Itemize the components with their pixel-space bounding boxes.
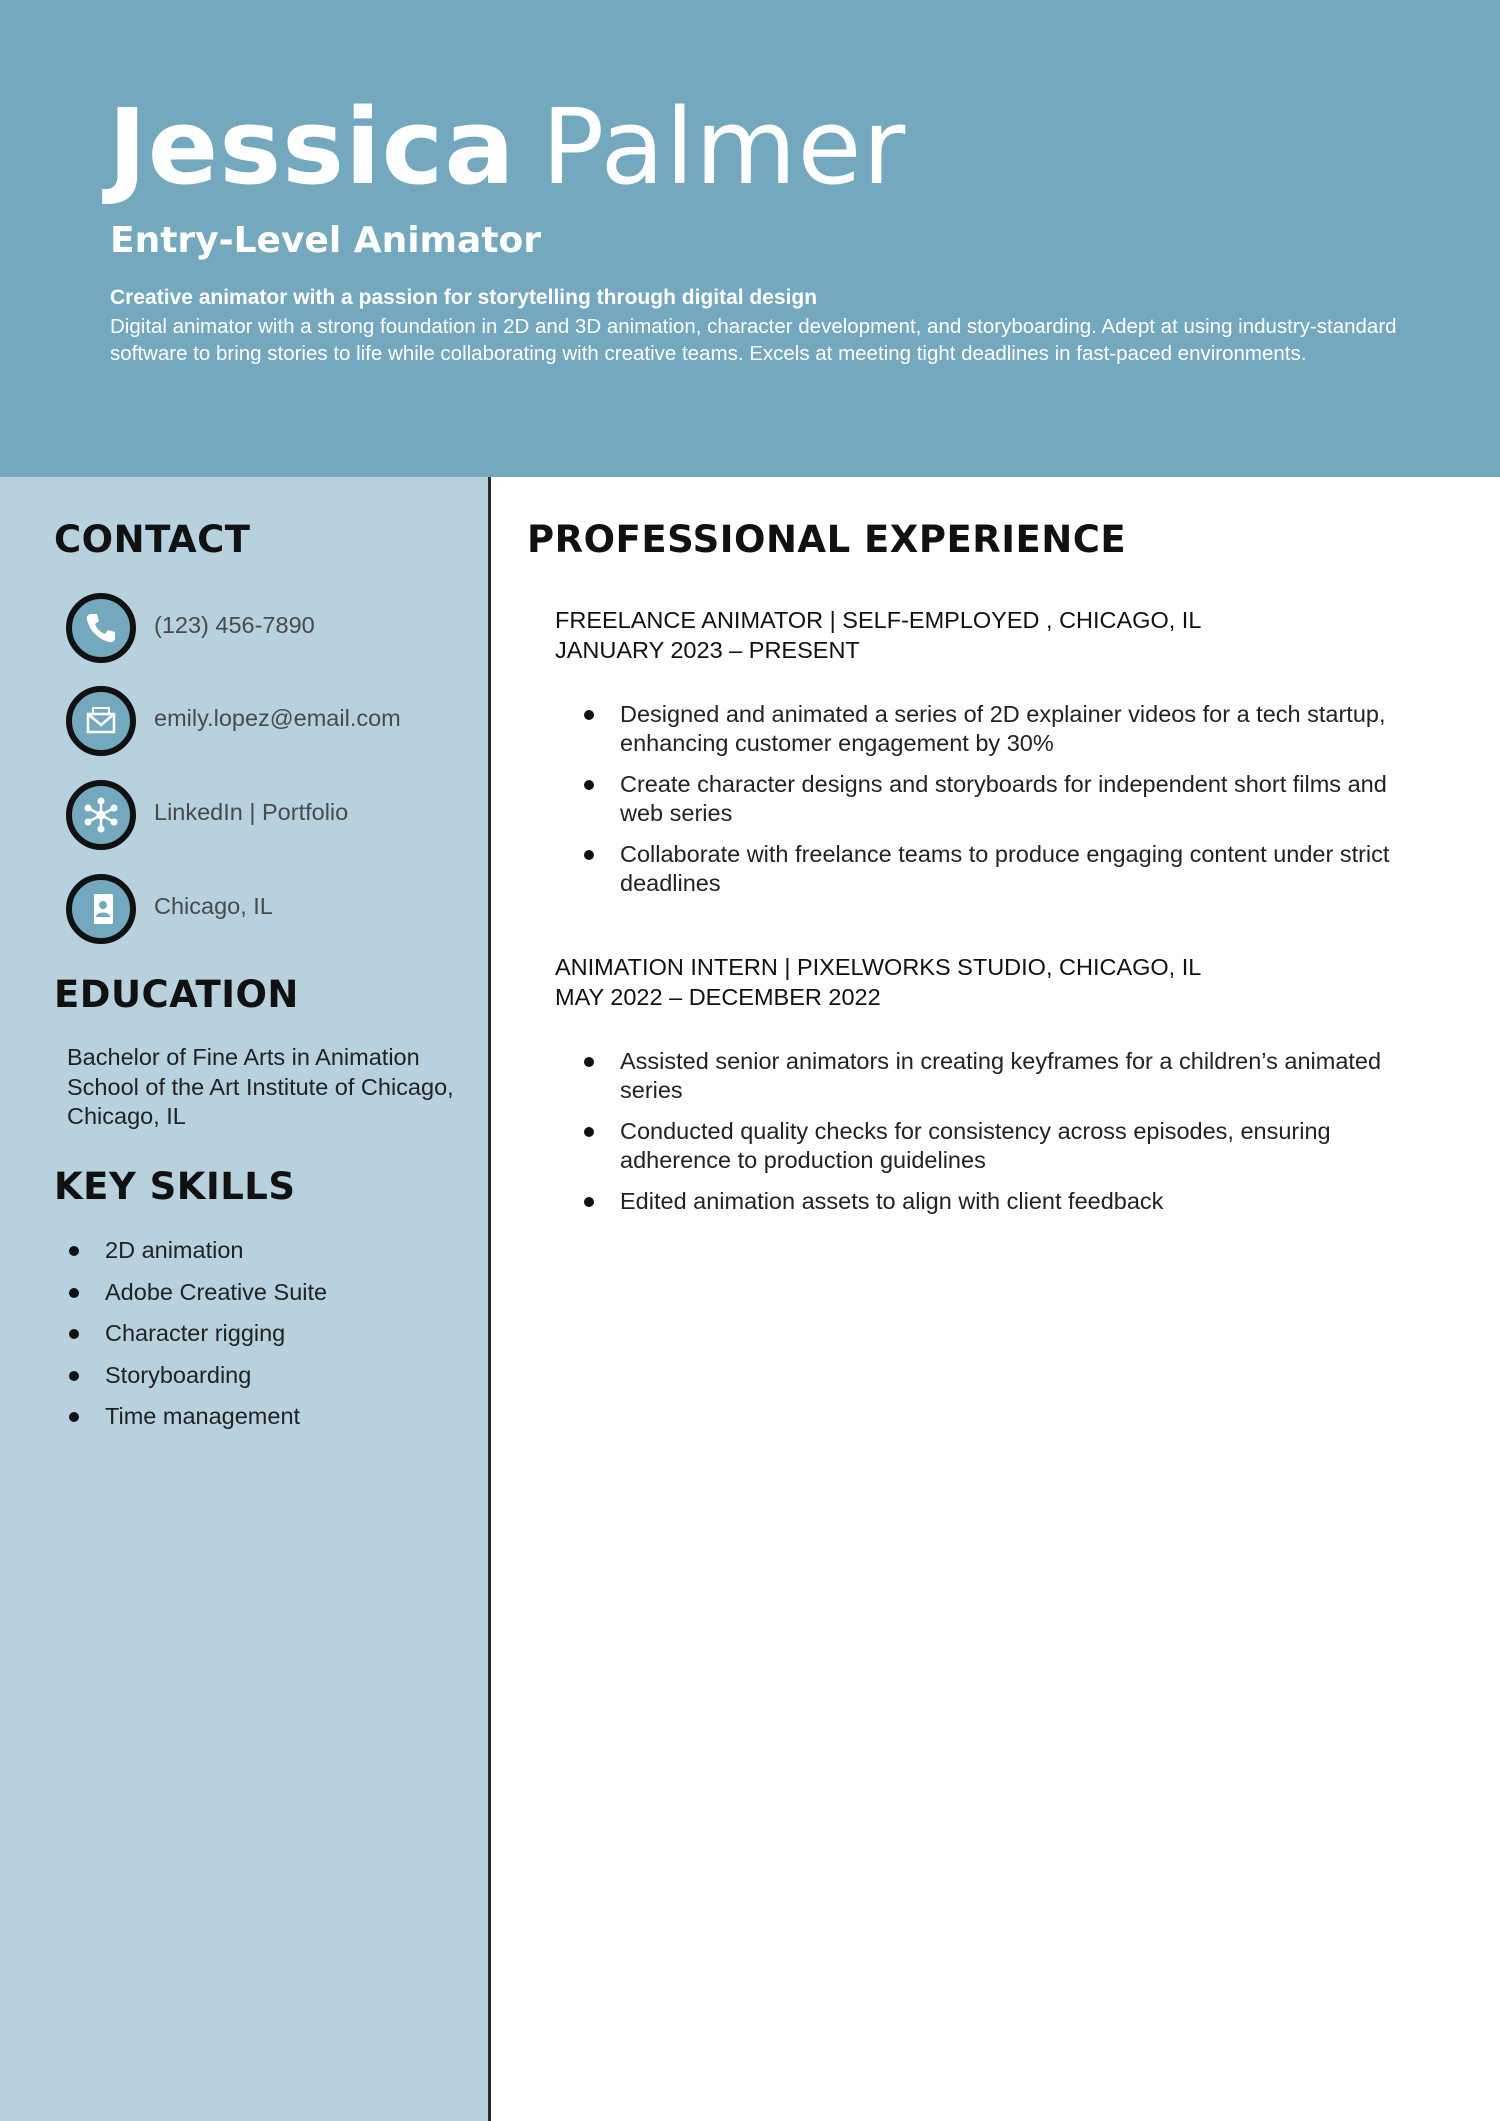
first-name: Jessica: [108, 86, 516, 208]
location-icon: [66, 874, 136, 944]
phone-icon: [66, 593, 136, 663]
column-divider: [488, 477, 491, 2121]
job-role-line: ANIMATION INTERN | PIXELWORKS STUDIO, CHICAGO, IL: [555, 954, 1202, 980]
education-details: Bachelor of Fine Arts in Animation School of the Art Institute of Chicago, Chicago, IL: [67, 1044, 454, 1129]
experience-heading: PROFESSIONAL EXPERIENCE: [527, 518, 1127, 561]
skill-item: Adobe Creative Suite: [52, 1278, 327, 1320]
job-entry: [555, 953, 1455, 1214]
job-title: Entry-Level Animator: [110, 220, 542, 261]
network-icon: [66, 780, 136, 850]
tagline: Creative animator with a passion for storytelling through digital design: [110, 286, 818, 309]
summary: Digital animator with a strong foundation in 2D and 3D animation, character development, and storyboarding. Adept at using industry-standard software to bring stories to life while collaborating with creative teams. Excels at meeting tight deadlines in fast-paced environments.: [110, 315, 1397, 365]
skills-list: [52, 1236, 327, 1444]
job-bullet: Create character designs and storyboards for independent short films and web series: [555, 770, 1435, 828]
header-banner: [0, 0, 1500, 477]
location-text: Chicago, IL: [154, 893, 273, 919]
education-heading: EDUCATION: [54, 973, 299, 1016]
job-dates: JANUARY 2023 – PRESENT: [555, 636, 860, 663]
job-bullet: Conducted quality checks for consistency across episodes, ensuring adherence to production guidelines: [555, 1117, 1435, 1175]
job-bullet: Assisted senior animators in creating keyframes for a children’s animated series: [555, 1047, 1435, 1105]
job-bullet: Designed and animated a series of 2D explainer videos for a tech startup, enhancing customer engagement by 30%: [555, 700, 1435, 758]
contact-heading: CONTACT: [54, 518, 251, 561]
job-entry: [555, 606, 1455, 896]
job-bullet: Collaborate with freelance teams to produce engaging content under strict deadlines: [555, 840, 1435, 898]
job-role-line: FREELANCE ANIMATOR | SELF-EMPLOYED , CHICAGO, IL: [555, 607, 1202, 633]
candidate-name: [108, 82, 906, 212]
job-bullets: [555, 700, 1435, 910]
job-bullet: Edited animation assets to align with client feedback: [555, 1187, 1435, 1216]
skills-heading: KEY SKILLS: [54, 1165, 296, 1208]
job-bullets: [555, 1047, 1435, 1228]
email-icon: [66, 686, 136, 756]
links-text[interactable]: LinkedIn | Portfolio: [154, 799, 349, 825]
job-dates: MAY 2022 – DECEMBER 2022: [555, 983, 881, 1010]
last-name: Palmer: [541, 86, 907, 208]
phone-text[interactable]: (123) 456-7890: [154, 612, 315, 638]
skill-item: Time management: [52, 1402, 327, 1444]
skill-item: 2D animation: [52, 1236, 327, 1278]
email-text[interactable]: emily.lopez@email.com: [154, 705, 401, 731]
skill-item: Storyboarding: [52, 1361, 327, 1403]
skill-item: Character rigging: [52, 1319, 327, 1361]
